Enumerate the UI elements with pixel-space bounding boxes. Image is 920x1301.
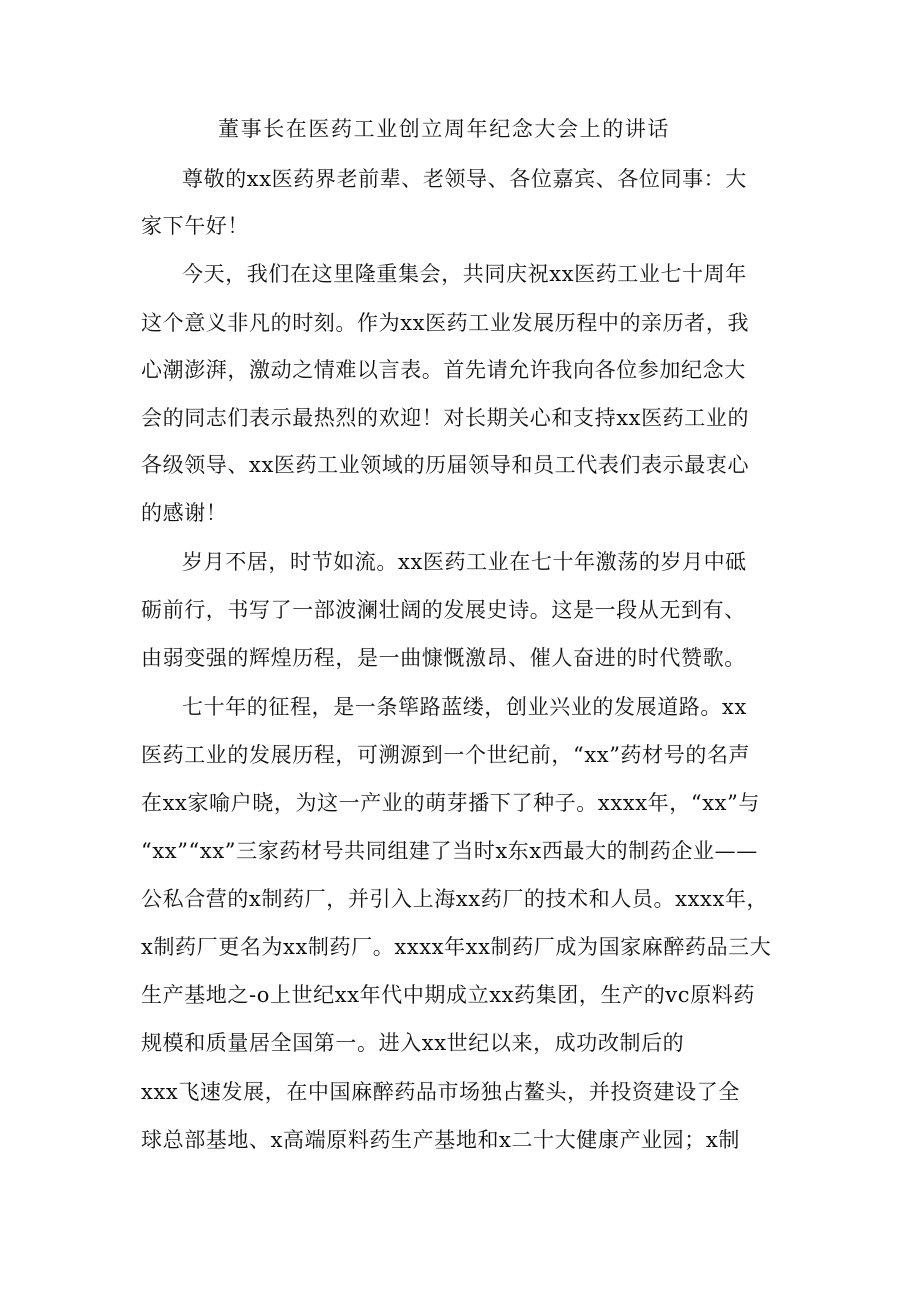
text-line: 岁月不居，时节如流。xx医药工业在七十年激荡的岁月中砥 xyxy=(182,550,747,574)
text-line: 七十年的征程，是一条筚路蓝缕，创业兴业的发展道路。xx xyxy=(182,695,747,719)
text-line: 由弱变强的辉煌历程，是一曲慷慨激昂、催人奋进的时代赞歌。 xyxy=(141,646,746,670)
text-line: 的感谢！ xyxy=(141,501,228,525)
text-line: 公私合营的x制药厂，并引入上海xx药厂的技术和人员。xxxx年， xyxy=(141,887,769,911)
text-line: 医药工业的发展历程，可溯源到一个世纪前，“xx”药材号的名声 xyxy=(141,743,751,767)
text-line: 规模和质量居全国第一。进入xx世纪以来，成功改制后的 xyxy=(141,1031,685,1055)
document-title: 董事长在医药工业创立周年纪念大会上的讲话 xyxy=(218,117,670,141)
text-line: 心潮澎湃，激动之情难以言表。首先请允许我向各位参加纪念大 xyxy=(141,358,746,382)
text-line: x制药厂更名为xx制药厂。xxxx年xx制药厂成为国家麻醉药品三大 xyxy=(141,935,772,959)
text-line: 球总部基地、x高端原料药生产基地和x二十大健康产业园；x制 xyxy=(141,1128,740,1152)
text-line: 这个意义非凡的时刻。作为xx医药工业发展历程中的亲历者，我 xyxy=(141,311,750,335)
text-line: 今天，我们在这里隆重集会，共同庆祝xx医药工业七十周年 xyxy=(182,262,747,286)
text-line: xxx飞速发展，在中国麻醉药品市场独占鳌头，并投资建设了全 xyxy=(141,1080,740,1104)
text-line: 生产基地之-o上世纪xx年代中期成立xx药集团，生产的vc原料药 xyxy=(141,983,755,1007)
text-line: 各级领导、xx医药工业领域的历届领导和员工代表们表示最衷心 xyxy=(141,453,750,477)
text-line: 家下午好！ xyxy=(141,214,249,238)
text-line: 砺前行，书写了一部波澜壮阔的发展史诗。这是一段从无到有、 xyxy=(141,598,746,622)
text-line: 在xx家喻户晓，为这一产业的萌芽播下了种子。xxxx年，“xx”与 xyxy=(141,791,761,815)
text-line: “xx”“xx”三家药材号共同组建了当时x东x西最大的制药企业—— xyxy=(141,839,758,863)
text-line: 尊敬的xx医药界老前辈、老领导、各位嘉宾、各位同事：大 xyxy=(182,167,747,191)
text-line: 会的同志们表示最热烈的欢迎！对长期关心和支持xx医药工业的 xyxy=(141,406,750,430)
